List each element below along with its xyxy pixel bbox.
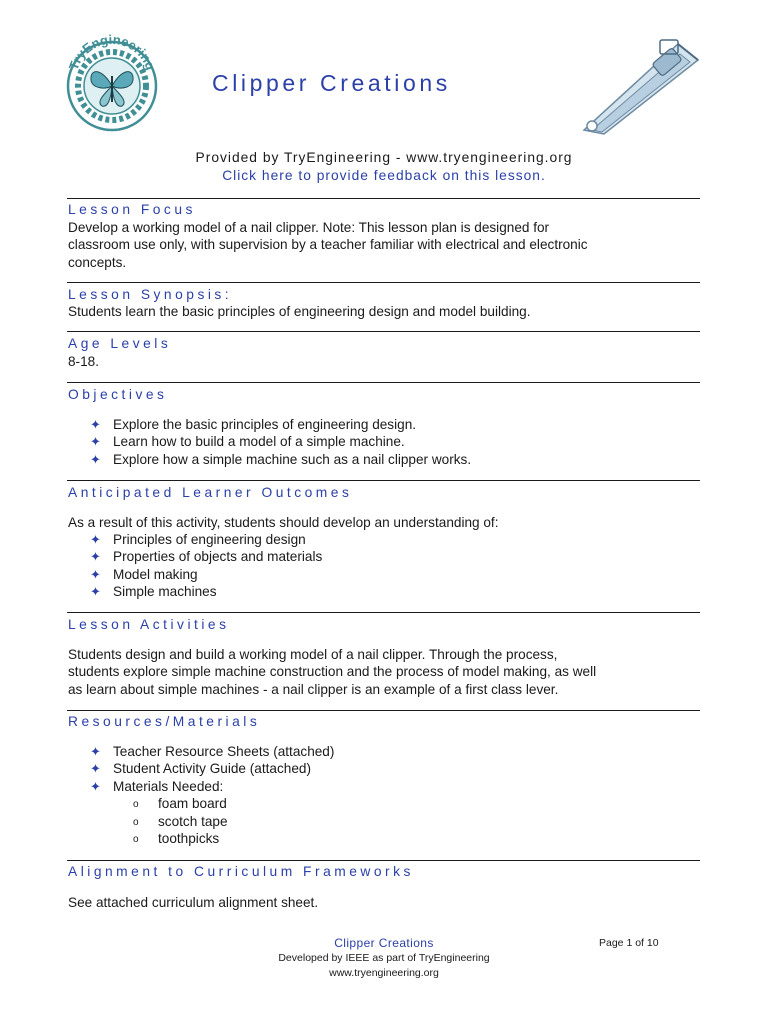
objectives-list [90, 416, 471, 468]
list-item-text: Explore how a simple machine such as a nail clipper works. [113, 451, 472, 467]
list-item [90, 760, 334, 777]
list-item [90, 433, 471, 450]
list-item [90, 566, 322, 583]
materials-sublist [130, 795, 334, 847]
page-title: Clipper Creations [212, 70, 451, 96]
section-divider [67, 480, 700, 481]
plus-bullet-icon: ✦ [90, 532, 101, 547]
circle-bullet-icon: o [133, 799, 139, 811]
list-item-text: Student Activity Guide (attached) [113, 761, 311, 777]
sub-list-item-text: foam board [158, 796, 227, 812]
logo-text: TryEngineering [65, 31, 159, 73]
plus-bullet-icon: ✦ [90, 778, 101, 794]
list-item-text: Properties of objects and materials [113, 549, 323, 565]
footer-developed-by: Developed by IEEE as part of TryEngineering [278, 952, 490, 964]
list-item-text: Simple machines [113, 584, 217, 600]
section-divider [67, 612, 700, 613]
list-item [90, 451, 471, 468]
text-line: concepts. [68, 254, 127, 270]
resources-list [90, 743, 334, 847]
lesson-focus-heading: Lesson Focus [68, 202, 196, 217]
plus-bullet-icon: ✦ [90, 584, 101, 600]
plus-bullet-icon: ✦ [90, 434, 101, 450]
section-divider [67, 198, 700, 199]
alignment-heading: Alignment to Curriculum Frameworks [68, 864, 414, 879]
sub-list-item-text: toothpicks [158, 831, 220, 847]
feedback-link[interactable]: Click here to provide feedback on this lesson. [222, 168, 546, 183]
text-line: students explore simple machine construction and the process of model making, as well [68, 664, 597, 680]
list-item [90, 548, 322, 565]
provided-by: Provided by TryEngineering - www.tryengineering.org [195, 150, 573, 165]
section-divider [67, 282, 700, 283]
text-line: classroom use only, with supervision by a teacher familiar with electrical and electronic [68, 237, 588, 253]
plus-bullet-icon: ✦ [90, 549, 101, 565]
objectives-heading: Objectives [68, 387, 168, 402]
page-number: Page 1 of 10 [599, 937, 659, 949]
footer-website: www.tryengineering.org [329, 967, 439, 979]
outcomes-list [90, 531, 322, 601]
section-divider [67, 860, 700, 861]
plus-bullet-icon: ✦ [90, 417, 101, 432]
age-levels-heading: Age Levels [68, 336, 172, 351]
list-item [90, 583, 322, 600]
text-line: as learn about simple machines - a nail clipper is an example of a first class lever. [68, 681, 559, 697]
list-item-text: Learn how to build a model of a simple machine. [113, 434, 405, 450]
sub-list-item-text: scotch tape [158, 813, 228, 829]
age-levels-text: 8-18. [68, 354, 99, 369]
section-divider [67, 331, 700, 332]
sub-list-item [130, 830, 334, 847]
lesson-synopsis-text: Students learn the basic principles of engineering design and model building. [68, 304, 531, 319]
section-divider [67, 710, 700, 711]
sub-list-item [130, 813, 334, 830]
circle-bullet-icon: o [133, 834, 139, 846]
list-item [90, 743, 334, 760]
list-item-text: Explore the basic principles of engineering design. [113, 417, 417, 432]
plus-bullet-icon: ✦ [90, 744, 101, 759]
list-item-text: Materials Needed: [113, 778, 224, 794]
sub-list-item [130, 795, 334, 812]
alignment-text: See attached curriculum alignment sheet. [68, 895, 319, 910]
list-item [90, 778, 334, 848]
list-item [90, 531, 322, 548]
lesson-activities-text [68, 646, 708, 698]
plus-bullet-icon: ✦ [90, 566, 101, 582]
list-item [90, 416, 471, 433]
text-line: Develop a working model of a nail clipper. Note: This lesson plan is designed for [68, 220, 550, 235]
footer-title: Clipper Creations [334, 936, 434, 950]
nail-clipper-image [574, 34, 706, 138]
lesson-activities-heading: Lesson Activities [68, 617, 230, 632]
text-line: Students design and build a working model of a nail clipper. Through the process, [68, 647, 558, 662]
circle-bullet-icon: o [133, 816, 139, 828]
section-divider [67, 382, 700, 383]
tryengineering-logo [64, 24, 160, 134]
resources-heading: Resources/Materials [68, 714, 261, 729]
lesson-synopsis-heading: Lesson Synopsis: [68, 287, 233, 302]
list-item-text: Principles of engineering design [113, 532, 306, 547]
outcomes-heading: Anticipated Learner Outcomes [68, 485, 353, 500]
plus-bullet-icon: ✦ [90, 761, 101, 777]
list-item-text: Teacher Resource Sheets (attached) [113, 744, 335, 759]
outcomes-intro: As a result of this activity, students should develop an understanding of: [68, 515, 499, 530]
list-item-text: Model making [113, 566, 198, 582]
lesson-focus-text [68, 219, 708, 271]
plus-bullet-icon: ✦ [90, 451, 101, 467]
